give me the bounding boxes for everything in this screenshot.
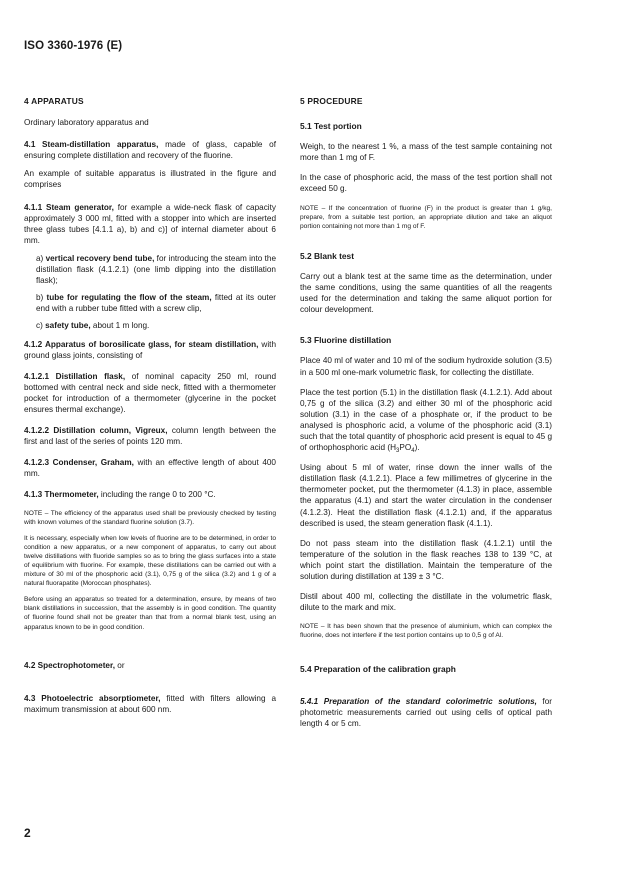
list-item-a [24,253,276,286]
list-item-b [24,292,276,314]
text-4-1: made of glass, capable of ensuring complete distillation and recovery of the fluorine. [24,140,276,161]
label-4-1: 4.1 Steam-distillation apparatus, [24,140,159,150]
para-4-3 [24,693,276,715]
para-4-1-2 [24,339,276,361]
subsection-title-5-1: 5.1 Test portion [300,121,362,132]
text-4-1-2-1: of nominal capacity 250 ml, round bottomed with central neck and side neck, fitted with a thermometer pocket for introduction of a thermometer (glycerine in the pocket ensures thermal exchange). [24,371,277,414]
note-5-3: NOTE – It has been shown that the presence of aluminium, which can complex the fluorine, does not interfere if the test portion contains up to 0,5 g of Al. [300,623,552,640]
para-5-3-5: Distil about 400 ml, collecting the distillate in the volumetric flask, dilute to the mark and mix. [300,592,552,613]
sub-po4: 4 [411,448,415,455]
section-title-procedure: 5 PROCEDURE [300,96,363,106]
para-5-3-4: Do not pass steam into the distillation flask (4.1.2.1) until the temperature of the solution in the flask reaches 138 to 139 °C, at which point start the distillation. Maintain the temperature of the solution during distillation at 139 ± 3 °C. [300,538,552,581]
page-header: ISO 3360-1976 (E) [24,40,123,52]
note-blank-check: Before using an apparatus so treated for a determination, ensure, by means of two blank distillations in succession, that the assembly is in good condition. The quantity of fluorine found shall not be greater than that from a normal blank test, using an apparatus known to be in good condition. [24,596,276,631]
text-5-3-2-b: PO [399,443,412,453]
label-4-1-2: 4.1.2 Apparatus of borosilicate glass, for steam distillation, [24,339,259,349]
para-4-2 [24,660,276,671]
label-4-3: 4.3 Photoelectric absorptiometer, [24,693,161,703]
apparatus-intro: Ordinary laboratory apparatus and [24,118,149,128]
left-column [24,96,276,722]
para-4-1-example: An example of suitable apparatus is illustrated in the figure and comprises [24,169,276,190]
list-label-c: safety tube, [45,321,91,331]
label-4-1-2-1: 4.1.2.1 Distillation flask, [24,371,126,381]
label-4-1-1: 4.1.1 Steam generator, [24,202,114,212]
list-text-a: for introducing the steam into the distillation flask (4.1.2.1) (one limb dipping into the distillation flask); [36,253,276,286]
label-4-1-3: 4.1.3 Thermometer, [24,490,99,500]
subsection-title-5-3: 5.3 Fluorine distillation [300,335,392,346]
para-4-1-2-1 [24,371,276,415]
para-5-4-1 [300,696,552,729]
text-4-1-2-2: column length between the first and last of the series of points 120 mm. [24,426,276,447]
section-title-apparatus: 4 APPARATUS [24,96,84,106]
para-4-1 [24,139,276,161]
right-column [300,96,552,736]
para-4-1-3 [24,489,276,500]
text-4-1-2: with ground glass joints, consisting of [24,339,276,360]
list-label-a: vertical recovery bend tube, [45,253,155,263]
list-text-c: about 1 m long. [90,321,150,331]
text-5-3-2-c: ). [414,443,420,453]
subsection-title-5-2: 5.2 Blank test [300,250,354,261]
para-4-1-2-2 [24,425,276,447]
para-5-3-1: Place 40 ml of water and 10 ml of the sodium hydroxide solution (3.5) in a 500 ml one-mark volumetric flask, for collecting the distillate. [300,356,552,377]
label-5-4-1: 5.4.1 Preparation of the standard colorimetric solutions, [300,696,537,706]
list-text-b: fitted at its outer end with a rubber tube fitted with a screw clip, [36,293,276,314]
para-5-1-2: In the case of phosphoric acid, the mass of the test portion shall not exceed 50 g. [300,173,552,194]
sub-h3: 3 [396,448,400,455]
text-4-1-3: including the range 0 to 200 °C. [98,490,216,500]
text-4-2: or [115,660,125,670]
list-label-b: tube for regulating the flow of the steam, [46,293,212,303]
text-5-3-2-a: Place the test portion (5.1) in the distillation flask (4.1.2.1). Add about 0,75 g of the silica (3.2) and either 30 ml of the phosphoric acid solution (3.1) in the case of a phosphate or, if the product to be analysed is phosphoric acid, a volume of the phosphoric acid (3.1) such that the total quantity of phosphoric acid present is equal to 45 g of orthophosphoric acid (H [300,387,552,453]
list-prefix-c: c) [36,321,46,331]
label-4-1-2-3: 4.1.2.3 Condenser, Graham, [24,458,134,468]
para-4-1-2-3 [24,457,276,479]
text-4-3: fitted with filters allowing a maximum transmission at about 600 nm. [24,693,276,714]
subsection-title-5-4: 5.4 Preparation of the calibration graph [300,664,456,675]
para-5-1-1: Weigh, to the nearest 1 %, a mass of the test sample containing not more than 1 mg of F. [300,142,552,163]
para-4-1-1 [24,202,276,246]
para-5-2-1: Carry out a blank test at the same time as the determination, under the same conditions, using the same quantities of all the reagents used for the determination and taking the same aliquot portion for colour development. [300,271,552,315]
note-efficiency: NOTE – The efficiency of the apparatus used shall be previously checked by testing with known volumes of the standard fluorine solution (3.7). [24,509,276,526]
note-conditioning: It is necessary, especially when low levels of fluorine are to be determined, in order to condition a new apparatus, or a new component of apparatus, to carry out about twelve distillations with fluoride samples so as to bring the glass surfaces into a state of equilibrium with fluorine. For example, these distillations can be carried out with a mixture of 30 ml of the phosphoric acid (3.1), 0,75 g of the silica (3.2) and 1 g of a natural fluorapatite (Moroccan phosphates). [24,534,276,588]
text-5-4-1: for photometric measurements carried out using cells of optical path length 4 or 5 cm. [300,696,552,728]
text-4-1-2-3: with an effective length of about 400 mm. [24,458,276,479]
page-number: 2 [24,826,31,840]
list-item-c [24,320,276,331]
label-4-2: 4.2 Spectrophotometer, [24,660,115,670]
text-4-1-1: for example a wide-neck flask of capacity approximately 3 000 ml, fitted with a stopper into which are inserted three glass tubes [4.1.1 a), b) and c)] of internal diameter about 6 mm. [24,202,276,245]
para-5-3-2 [300,387,552,454]
para-5-3-3: Using about 5 ml of water, rinse down the inner walls of the distillation flask (4.1.2.1). Place a few millimetres of glycerine in the thermometer pocket, put the thermometer (4.1.3) in place, assemble the apparatus (4.1) and start the water circulation in the condenser (4.1.2.3). Heat the distillation flask (4.1.2.1) and, if the apparatus described is used, the steam generation flask (4.1.1). [300,463,552,528]
tube-list [24,253,276,332]
list-prefix-a: a) [36,253,46,263]
note-5-1: NOTE – If the concentration of fluorine (F) in the product is greater than 1 g/kg, prepare, from a suitable test portion, an appropriate dilution and take an aliquot portion containing not more than 1 mg of F. [300,204,552,230]
list-prefix-b: b) [36,293,47,303]
label-4-1-2-2: 4.1.2.2 Distillation column, Vigreux, [24,426,168,436]
